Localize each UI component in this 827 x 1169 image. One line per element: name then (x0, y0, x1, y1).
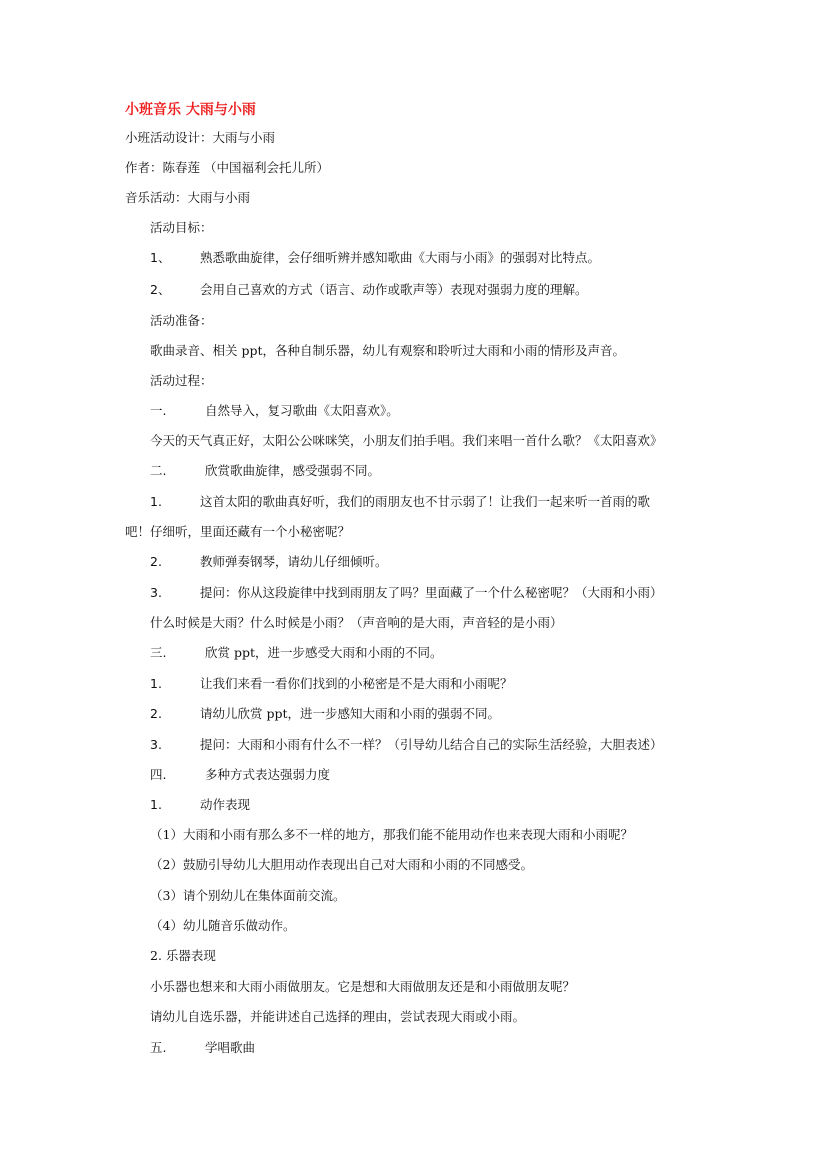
process-heading: 活动过程： (150, 373, 213, 388)
section-title: 自然导入，复习歌曲《太阳喜欢》。 (205, 403, 399, 418)
item-text: 提问：大雨和小雨有什么不一样？（引导幼儿结合自己的实际生活经验，大胆表述） (200, 737, 663, 752)
section-2-item-3 (150, 585, 750, 601)
section-3-item-2 (150, 706, 750, 722)
section-3-item-3 (150, 737, 750, 753)
section-4 (150, 767, 750, 783)
item-text: 动作表现 (200, 797, 251, 812)
section-title: 学唱歌曲 (205, 1040, 256, 1055)
goal-number: 2、 (150, 282, 171, 297)
section-2-item-3-cont: 什么时候是大雨？什么时候是小雨？（声音响的是大雨，声音轻的是小雨） (150, 615, 563, 630)
item-number: 2. (150, 554, 162, 569)
item-text: 提问：你从这段旋律中找到雨朋友了吗？里面藏了一个什么秘密呢？（大雨和小雨） (200, 585, 663, 600)
item-text: 请幼儿欣赏 ppt，进一步感知大雨和小雨的强弱不同。 (200, 706, 501, 721)
design-line: 小班活动设计：大雨与小雨 (125, 130, 276, 145)
goal-number: 1、 (150, 250, 171, 265)
prep-text: 歌曲录音、相关 ppt，各种自制乐器，幼儿有观察和聆听过大雨和小雨的情形及声音。 (150, 343, 626, 358)
section-2-item-2 (150, 554, 750, 570)
item-text: 这首太阳的歌曲真好听，我们的雨朋友也不甘示弱了！让我们一起来听一首雨的歌 (200, 494, 651, 509)
section-number: 一. (150, 403, 167, 418)
section-2-item-1-cont: 吧！仔细听，里面还藏有一个小秘密呢？ (125, 524, 351, 539)
section-number: 三. (150, 645, 167, 660)
section-4-sub-3: （3）请个别幼儿在集体面前交流。 (150, 888, 346, 903)
section-2-item-1 (150, 494, 750, 510)
item-number: 1. (150, 797, 162, 812)
section-title: 欣赏歌曲旋律，感受强弱不同。 (205, 463, 381, 478)
goal-text: 会用自己喜欢的方式（语言、动作或歌声等）表现对强弱力度的理解。 (200, 282, 588, 297)
section-4-item-2: 2. 乐器表现 (150, 948, 216, 963)
section-5 (150, 1040, 750, 1056)
author-line: 作者：陈春莲 （中国福利会托儿所） (125, 160, 329, 175)
section-title: 欣赏 ppt，进一步感受大雨和小雨的不同。 (205, 645, 443, 660)
section-4-item-1 (150, 797, 750, 813)
section-number: 五. (150, 1040, 167, 1055)
section-3-item-1 (150, 676, 750, 692)
item-number: 3. (150, 737, 162, 752)
goal-item-1 (150, 250, 750, 266)
goals-heading: 活动目标： (150, 220, 213, 235)
section-1-text: 今天的天气真正好，太阳公公咪咪笑，小朋友们拍手唱。我们来唱一首什么歌？《太阳喜欢》 (150, 433, 663, 448)
item-number: 3. (150, 585, 162, 600)
section-title: 多种方式表达强弱力度 (205, 767, 331, 782)
goal-text: 熟悉歌曲旋律，会仔细听辨并感知歌曲《大雨与小雨》的强弱对比特点。 (200, 250, 601, 265)
section-4-item-2-text-b: 请幼儿自选乐器，并能讲述自己选择的理由，尝试表现大雨或小雨。 (150, 1009, 526, 1024)
section-number: 二. (150, 463, 167, 478)
section-4-item-2-text-a: 小乐器也想来和大雨小雨做朋友。它是想和大雨做朋友还是和小雨做朋友呢？ (150, 979, 576, 994)
item-number: 1. (150, 676, 162, 691)
section-4-sub-4: （4）幼儿随音乐做动作。 (150, 918, 296, 933)
section-4-sub-2: （2）鼓励引导幼儿大胆用动作表现出自己对大雨和小雨的不同感受。 (150, 857, 533, 872)
item-text: 让我们来看一看你们找到的小秘密是不是大雨和小雨呢？ (200, 676, 513, 691)
section-3 (150, 645, 750, 661)
page-title: 小班音乐 大雨与小雨 (125, 102, 256, 118)
activity-line: 音乐活动：大雨与小雨 (125, 190, 251, 205)
section-1 (150, 403, 750, 419)
section-number: 四. (150, 767, 167, 782)
goal-item-2 (150, 282, 750, 298)
item-number: 1. (150, 494, 162, 509)
section-2 (150, 463, 750, 479)
item-number: 2. (150, 706, 162, 721)
prep-heading: 活动准备： (150, 313, 213, 328)
item-text: 教师弹奏钢琴，请幼儿仔细倾听。 (200, 554, 388, 569)
section-4-sub-1: （1）大雨和小雨有那么多不一样的地方，那我们能不能用动作也来表现大雨和小雨呢？ (150, 827, 633, 842)
